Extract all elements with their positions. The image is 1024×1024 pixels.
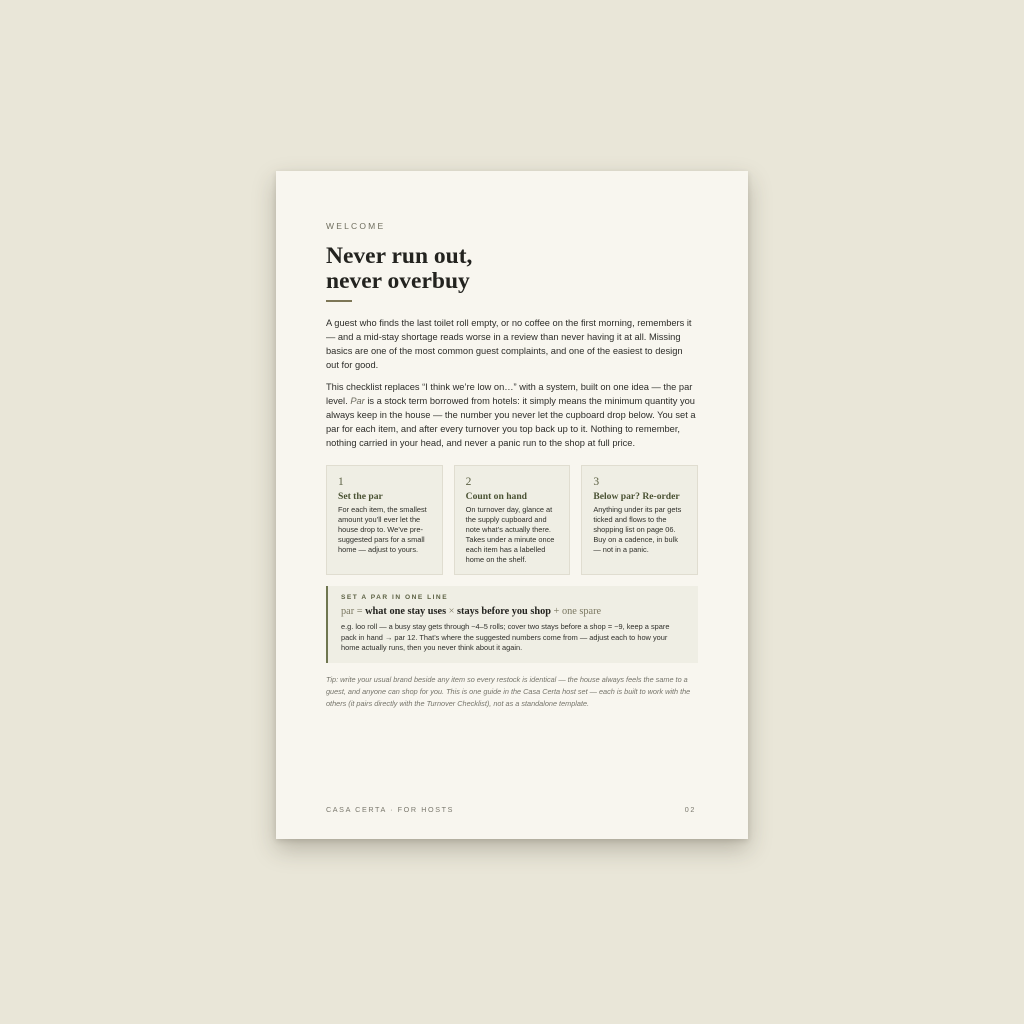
par-paragraph-rest: is a stock term borrowed from hotels: it simply means the minimum quantity you always keep in the house — the number you never let the cupboard drop below. You set a par for each item, and after every turnover you top back up to it. Nothing to remember, nothing carried in your head, and never a panic run to the shop at full price. <box>326 395 696 449</box>
intro-paragraph: A guest who finds the last toilet roll empty, or no coffee on the first morning, remembers it — and a mid-stay shortage reads worse in a review than never having it at all. Missing basics are one of the most common guest complaints, and one of the easiest to design out for good. <box>326 317 692 370</box>
step-card-2 <box>454 465 571 575</box>
formula-label: SET A PAR IN ONE LINE <box>341 594 449 602</box>
title-divider <box>326 300 352 302</box>
formula-term-par: par <box>341 606 355 618</box>
step-text: Anything under its par gets ticked and flows to the shopping list on page 06. Buy on a cadence, in bulk — not in a panic. <box>593 505 682 555</box>
par-formula-callout <box>326 586 698 663</box>
page-number: 02 <box>684 805 696 814</box>
formula-op-times: × <box>446 606 458 618</box>
footer-brand: CASA CERTA · FOR HOSTS <box>326 805 454 814</box>
formula-term-stays: stays before you shop <box>457 606 551 618</box>
formula-term-spare: one spare <box>561 606 602 618</box>
section-eyebrow: WELCOME <box>326 221 386 231</box>
step-card-3 <box>581 465 698 575</box>
formula-equation <box>341 606 684 617</box>
step-number: 1 <box>338 476 344 489</box>
step-number: 2 <box>465 476 472 489</box>
formula-op-equals: = <box>354 606 366 618</box>
step-title: Set the par <box>338 491 383 503</box>
page-title <box>326 244 698 294</box>
formula-term-use: what one stay uses <box>365 606 447 618</box>
step-title: Below par? Re-order <box>593 491 680 503</box>
par-term: Par <box>350 395 365 406</box>
document-page <box>276 171 748 839</box>
tip-text: Tip: write your usual brand beside any item so every restock is identical — the house always feels the same to a guest, and anyone can shop for you. This is one guide in the Casa Certa host set — each is built to work with the others (it pairs directly with the Turnover Checklist), not as a standalone template. <box>326 674 691 708</box>
title-line-1: Never run out, <box>326 243 473 269</box>
par-paragraph-lead: This checklist replaces “I think we’re low on…” with a system, built on one idea — the par level. <box>326 381 693 406</box>
steps-row <box>326 465 698 575</box>
step-text: On turnover day, glance at the supply cupboard and note what’s actually there. Takes under a minute once each item has a labelled home on the shelf. <box>465 505 555 565</box>
par-paragraph <box>326 380 698 450</box>
title-line-2: never overbuy <box>326 268 470 294</box>
step-card-1 <box>326 465 443 575</box>
step-number: 3 <box>593 476 600 489</box>
formula-example: e.g. loo roll — a busy stay gets through ~4–5 rolls; cover two stays before a shop = ~9, keep a spare pack in hand → par 12. That’s where the suggested numbers come from — adjust each to how your home actually runs, then you never think about it again. <box>341 622 670 653</box>
page-content <box>326 221 698 710</box>
step-text: For each item, the smallest amount you’ll ever let the house drop to. We’ve pre-suggested pars for a small home — adjust to yours. <box>338 505 427 555</box>
formula-op-plus: + <box>550 606 562 618</box>
step-title: Count on hand <box>465 491 527 503</box>
